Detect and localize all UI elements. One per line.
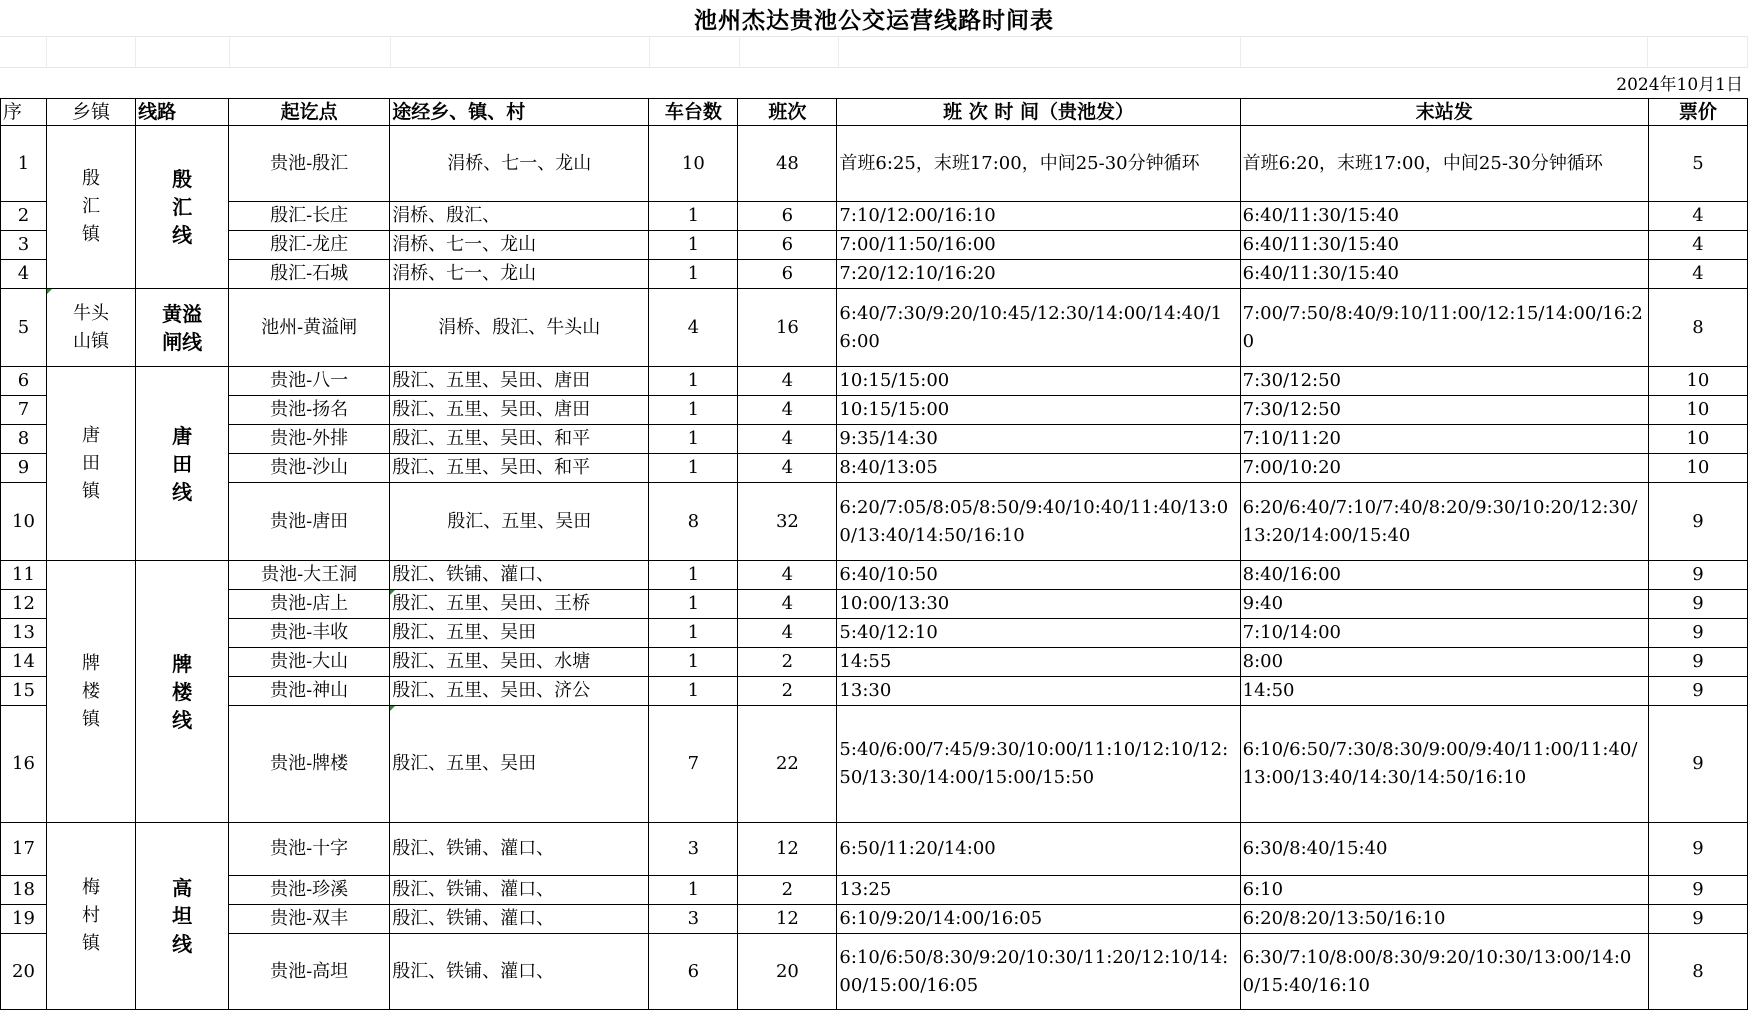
cell-via: 殷汇、铁铺、灌口、 <box>390 823 649 876</box>
cell-from-terminal: 8:40/16:00 <box>1240 561 1648 590</box>
table-row <box>1 823 1748 876</box>
cell-from-guichi: 13:25 <box>837 876 1240 905</box>
cell-via: 涓桥、七一、龙山 <box>390 231 649 260</box>
table-row <box>1 483 1748 561</box>
cell-from-terminal: 9:40 <box>1240 590 1648 619</box>
cell-via: 殷汇、五里、吴田、唐田 <box>390 396 649 425</box>
cell-fare: 4 <box>1648 202 1747 231</box>
cell-line: 殷 汇 线 <box>136 126 229 289</box>
cell-via: 殷汇、五里、吴田、水塘 <box>390 648 649 677</box>
header-fare: 票价 <box>1648 99 1747 126</box>
cell-vehicles: 1 <box>649 396 738 425</box>
cell-endpoints: 贵池-十字 <box>229 823 390 876</box>
cell-seq: 12 <box>1 590 47 619</box>
cell-seq: 10 <box>1 483 47 561</box>
cell-endpoints: 殷汇-石城 <box>229 260 390 289</box>
blank-row <box>0 37 1748 68</box>
cell-from-terminal: 7:00/7:50/8:40/9:10/11:00/12:15/14:00/16:20 <box>1240 289 1648 367</box>
cell-from-terminal: 7:00/10:20 <box>1240 454 1648 483</box>
cell-from-guichi: 10:15/15:00 <box>837 367 1240 396</box>
cell-trips: 4 <box>738 396 837 425</box>
cell-endpoints: 贵池-牌楼 <box>229 706 390 823</box>
cell-fare: 9 <box>1648 619 1747 648</box>
cell-from-guichi: 6:40/7:30/9:20/10:45/12:30/14:00/14:40/16:00 <box>837 289 1240 367</box>
cell-vehicles: 7 <box>649 706 738 823</box>
table-row <box>1 561 1748 590</box>
cell-trips: 6 <box>738 260 837 289</box>
cell-via: 涓桥、七一、龙山 <box>390 126 649 202</box>
cell-vehicles: 3 <box>649 905 738 934</box>
table-row <box>1 619 1748 648</box>
cell-from-terminal: 6:20/8:20/13:50/16:10 <box>1240 905 1648 934</box>
cell-from-guichi: 8:40/13:05 <box>837 454 1240 483</box>
cell-fare: 9 <box>1648 905 1747 934</box>
cell-endpoints: 贵池-沙山 <box>229 454 390 483</box>
cell-vehicles: 1 <box>649 425 738 454</box>
cell-vehicles: 1 <box>649 260 738 289</box>
cell-endpoints: 贵池-大王洞 <box>229 561 390 590</box>
cell-via: 殷汇、五里、吴田 <box>390 483 649 561</box>
cell-from-terminal: 6:20/6:40/7:10/7:40/8:20/9:30/10:20/12:30/13:20/14:00/15:40 <box>1240 483 1648 561</box>
cell-trips: 4 <box>738 619 837 648</box>
cell-seq: 17 <box>1 823 47 876</box>
cell-line: 高 坦 线 <box>136 823 229 1010</box>
cell-via: 涓桥、七一、龙山 <box>390 260 649 289</box>
cell-from-terminal: 6:40/11:30/15:40 <box>1240 202 1648 231</box>
cell-via: 殷汇、铁铺、灌口、 <box>390 934 649 1010</box>
cell-fare: 9 <box>1648 483 1747 561</box>
cell-town: 牛头 山镇 <box>47 289 136 367</box>
cell-from-guichi: 7:20/12:10/16:20 <box>837 260 1240 289</box>
cell-seq: 14 <box>1 648 47 677</box>
cell-seq: 13 <box>1 619 47 648</box>
cell-endpoints: 贵池-唐田 <box>229 483 390 561</box>
table-row <box>1 876 1748 905</box>
title-row <box>0 0 1748 37</box>
cell-from-guichi: 13:30 <box>837 677 1240 706</box>
table-row <box>1 367 1748 396</box>
cell-vehicles: 1 <box>649 367 738 396</box>
cell-from-guichi: 5:40/6:00/7:45/9:30/10:00/11:10/12:10/12:50/13:30/14:00/15:00/15:50 <box>837 706 1240 823</box>
cell-line: 唐 田 线 <box>136 367 229 561</box>
cell-from-terminal: 6:10/6:50/7:30/8:30/9:00/9:40/11:00/11:40/13:00/13:40/14:30/14:50/16:10 <box>1240 706 1648 823</box>
cell-via: 殷汇、五里、吴田 <box>390 619 649 648</box>
header-seq: 序 <box>1 99 47 126</box>
cell-seq: 18 <box>1 876 47 905</box>
table-row <box>1 677 1748 706</box>
cell-from-terminal: 6:10 <box>1240 876 1648 905</box>
cell-endpoints: 殷汇-长庄 <box>229 202 390 231</box>
cell-vehicles: 1 <box>649 677 738 706</box>
cell-via: 殷汇、五里、吴田 <box>390 706 649 823</box>
cell-trips: 6 <box>738 202 837 231</box>
table-row <box>1 231 1748 260</box>
cell-from-guichi: 6:20/7:05/8:05/8:50/9:40/10:40/11:40/13:00/13:40/14:50/16:10 <box>837 483 1240 561</box>
cell-endpoints: 贵池-珍溪 <box>229 876 390 905</box>
cell-vehicles: 1 <box>649 561 738 590</box>
cell-from-terminal: 7:10/14:00 <box>1240 619 1648 648</box>
cell-vehicles: 1 <box>649 619 738 648</box>
cell-via: 殷汇、铁铺、灌口、 <box>390 876 649 905</box>
cell-town: 殷 汇 镇 <box>47 126 136 289</box>
cell-from-terminal: 6:30/8:40/15:40 <box>1240 823 1648 876</box>
cell-town: 梅 村 镇 <box>47 823 136 1010</box>
header-town: 乡镇 <box>47 99 136 126</box>
cell-vehicles: 3 <box>649 823 738 876</box>
cell-from-terminal: 7:30/12:50 <box>1240 367 1648 396</box>
cell-trips: 32 <box>738 483 837 561</box>
cell-vehicles: 1 <box>649 648 738 677</box>
cell-fare: 10 <box>1648 425 1747 454</box>
cell-via: 殷汇、五里、吴田、和平 <box>390 454 649 483</box>
cell-fare: 10 <box>1648 396 1747 425</box>
header-via: 途经乡、镇、村 <box>390 99 649 126</box>
header-endpoints: 起讫点 <box>229 99 390 126</box>
cell-seq: 1 <box>1 126 47 202</box>
cell-vehicles: 1 <box>649 876 738 905</box>
cell-fare: 8 <box>1648 289 1747 367</box>
cell-vehicles: 1 <box>649 590 738 619</box>
cell-via: 涓桥、殷汇、牛头山 <box>390 289 649 367</box>
cell-trips: 6 <box>738 231 837 260</box>
cell-endpoints: 贵池-店上 <box>229 590 390 619</box>
cell-from-guichi: 6:40/10:50 <box>837 561 1240 590</box>
cell-trips: 2 <box>738 876 837 905</box>
page-title: 池州杰达贵池公交运营线路时间表 <box>694 6 1054 34</box>
table-row <box>1 706 1748 823</box>
cell-seq: 20 <box>1 934 47 1010</box>
cell-from-guichi: 6:50/11:20/14:00 <box>837 823 1240 876</box>
cell-via: 殷汇、铁铺、灌口、 <box>390 905 649 934</box>
cell-from-terminal: 6:40/11:30/15:40 <box>1240 231 1648 260</box>
table-row <box>1 126 1748 202</box>
header-schedule-from-terminal: 末站发 <box>1240 99 1648 126</box>
cell-endpoints: 池州-黄溢闸 <box>229 289 390 367</box>
cell-seq: 9 <box>1 454 47 483</box>
cell-endpoints: 殷汇-龙庄 <box>229 231 390 260</box>
header-row <box>1 99 1748 126</box>
table-row <box>1 289 1748 367</box>
cell-from-terminal: 首班6:20，末班17:00，中间25-30分钟循环 <box>1240 126 1648 202</box>
cell-via: 殷汇、五里、吴田、和平 <box>390 425 649 454</box>
table-row <box>1 648 1748 677</box>
cell-endpoints: 贵池-扬名 <box>229 396 390 425</box>
cell-from-terminal: 6:40/11:30/15:40 <box>1240 260 1648 289</box>
cell-fare: 10 <box>1648 367 1747 396</box>
cell-seq: 8 <box>1 425 47 454</box>
cell-trips: 4 <box>738 367 837 396</box>
header-trips: 班次 <box>738 99 837 126</box>
cell-fare: 9 <box>1648 677 1747 706</box>
cell-trips: 2 <box>738 648 837 677</box>
cell-vehicles: 1 <box>649 202 738 231</box>
cell-from-guichi: 5:40/12:10 <box>837 619 1240 648</box>
cell-via: 殷汇、五里、吴田、唐田 <box>390 367 649 396</box>
table-row <box>1 260 1748 289</box>
cell-trips: 16 <box>738 289 837 367</box>
cell-vehicles: 8 <box>649 483 738 561</box>
cell-seq: 11 <box>1 561 47 590</box>
cell-vehicles: 4 <box>649 289 738 367</box>
cell-via: 殷汇、五里、吴田、济公 <box>390 677 649 706</box>
cell-seq: 19 <box>1 905 47 934</box>
cell-trips: 4 <box>738 561 837 590</box>
cell-endpoints: 贵池-外排 <box>229 425 390 454</box>
cell-trips: 48 <box>738 126 837 202</box>
cell-fare: 5 <box>1648 126 1747 202</box>
cell-seq: 3 <box>1 231 47 260</box>
cell-from-guichi: 7:10/12:00/16:10 <box>837 202 1240 231</box>
cell-endpoints: 贵池-殷汇 <box>229 126 390 202</box>
cell-from-terminal: 7:10/11:20 <box>1240 425 1648 454</box>
cell-from-guichi: 9:35/14:30 <box>837 425 1240 454</box>
cell-vehicles: 1 <box>649 231 738 260</box>
schedule-table <box>0 98 1748 1010</box>
cell-fare: 9 <box>1648 876 1747 905</box>
table-row <box>1 425 1748 454</box>
cell-endpoints: 贵池-丰收 <box>229 619 390 648</box>
cell-from-guichi: 6:10/6:50/8:30/9:20/10:30/11:20/12:10/14:00/15:00/16:05 <box>837 934 1240 1010</box>
cell-endpoints: 贵池-八一 <box>229 367 390 396</box>
date-label: 2024年10月1日 <box>1616 75 1743 95</box>
cell-endpoints: 贵池-神山 <box>229 677 390 706</box>
cell-fare: 4 <box>1648 260 1747 289</box>
table-row <box>1 934 1748 1010</box>
cell-from-terminal: 8:00 <box>1240 648 1648 677</box>
cell-seq: 6 <box>1 367 47 396</box>
table-row <box>1 202 1748 231</box>
cell-town: 唐 田 镇 <box>47 367 136 561</box>
cell-from-guichi: 10:00/13:30 <box>837 590 1240 619</box>
cell-trips: 4 <box>738 590 837 619</box>
cell-from-guichi: 首班6:25，末班17:00，中间25-30分钟循环 <box>837 126 1240 202</box>
table-row <box>1 396 1748 425</box>
cell-seq: 5 <box>1 289 47 367</box>
header-vehicles: 车台数 <box>649 99 738 126</box>
cell-fare: 8 <box>1648 934 1747 1010</box>
cell-town: 牌 楼 镇 <box>47 561 136 823</box>
cell-vehicles: 6 <box>649 934 738 1010</box>
table-row <box>1 454 1748 483</box>
cell-from-terminal: 6:30/7:10/8:00/8:30/9:20/10:30/13:00/14:00/15:40/16:10 <box>1240 934 1648 1010</box>
cell-seq: 15 <box>1 677 47 706</box>
table-row <box>1 590 1748 619</box>
cell-from-guichi: 7:00/11:50/16:00 <box>837 231 1240 260</box>
cell-from-terminal: 14:50 <box>1240 677 1648 706</box>
cell-fare: 4 <box>1648 231 1747 260</box>
cell-trips: 4 <box>738 425 837 454</box>
cell-trips: 2 <box>738 677 837 706</box>
cell-seq: 16 <box>1 706 47 823</box>
date-row <box>0 68 1748 98</box>
cell-trips: 12 <box>738 905 837 934</box>
cell-trips: 22 <box>738 706 837 823</box>
cell-from-guichi: 14:55 <box>837 648 1240 677</box>
cell-via: 涓桥、殷汇、 <box>390 202 649 231</box>
header-schedule-from-guichi: 班 次 时 间（贵池发） <box>837 99 1240 126</box>
cell-vehicles: 1 <box>649 454 738 483</box>
cell-seq: 2 <box>1 202 47 231</box>
header-line: 线路 <box>136 99 229 126</box>
cell-endpoints: 贵池-大山 <box>229 648 390 677</box>
cell-fare: 9 <box>1648 561 1747 590</box>
cell-fare: 9 <box>1648 590 1747 619</box>
cell-from-terminal: 7:30/12:50 <box>1240 396 1648 425</box>
cell-seq: 7 <box>1 396 47 425</box>
cell-endpoints: 贵池-双丰 <box>229 905 390 934</box>
cell-fare: 9 <box>1648 648 1747 677</box>
cell-fare: 9 <box>1648 706 1747 823</box>
cell-trips: 12 <box>738 823 837 876</box>
cell-from-guichi: 6:10/9:20/14:00/16:05 <box>837 905 1240 934</box>
cell-fare: 10 <box>1648 454 1747 483</box>
cell-via: 殷汇、铁铺、灌口、 <box>390 561 649 590</box>
table-row <box>1 905 1748 934</box>
cell-via: 殷汇、五里、吴田、王桥 <box>390 590 649 619</box>
cell-vehicles: 10 <box>649 126 738 202</box>
cell-line: 牌 楼 线 <box>136 561 229 823</box>
cell-trips: 4 <box>738 454 837 483</box>
cell-line: 黄溢 闸线 <box>136 289 229 367</box>
cell-fare: 9 <box>1648 823 1747 876</box>
cell-from-guichi: 10:15/15:00 <box>837 396 1240 425</box>
cell-trips: 20 <box>738 934 837 1010</box>
cell-endpoints: 贵池-高坦 <box>229 934 390 1010</box>
cell-seq: 4 <box>1 260 47 289</box>
